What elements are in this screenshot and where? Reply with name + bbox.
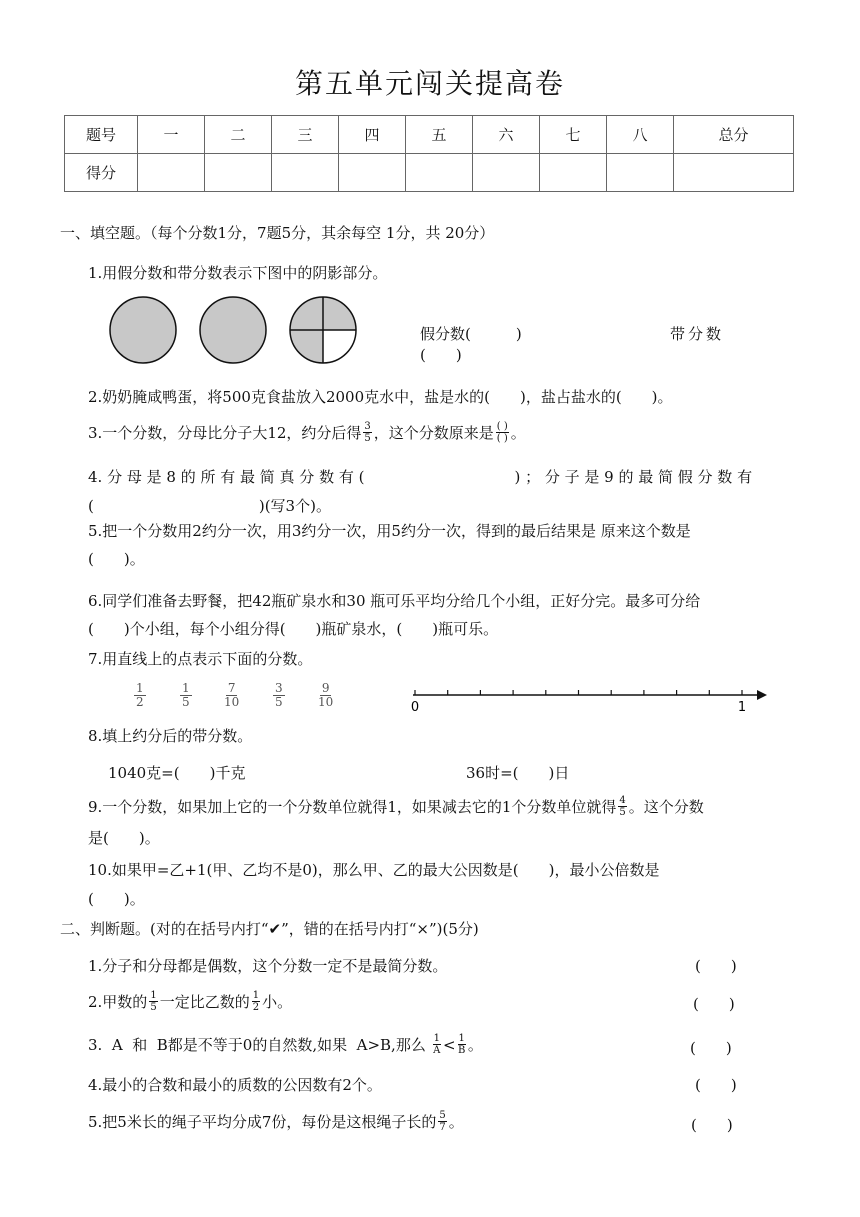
q4-line1: 4. 分 母 是 8 的 所 有 最 简 真 分 数 有 ( ) ； 分 子 是 9 的 最 简 假 分 数 有 [88,468,753,486]
judge-item-5-post: 。 [448,1113,464,1131]
q8-text: 8.填上约分后的带分数。 [88,727,253,745]
score-header-cell: 四 [339,116,406,154]
judge-item-3 [88,1033,483,1056]
judge-item-2-post: 小。 [262,993,293,1011]
q7-fraction [224,682,239,709]
number-line[interactable] [405,684,770,714]
judge-answer-2[interactable]: ( ) [693,995,735,1013]
q1-mixed-answer[interactable]: ( ) [420,346,462,364]
frac-den: A [433,1045,441,1056]
score-input-cell[interactable] [205,154,272,192]
q10-line1: 10.如果甲=乙+1(甲、乙均不是0)，那么甲、乙的最大公因数是( )，最小公倍数是 [88,861,660,879]
q5-line2: ( )。 [88,550,145,568]
q9-fraction [618,795,626,818]
q3-fraction-den: 5 [364,433,371,444]
q7-fraction-den: 10 [318,695,334,709]
number-line-one-label: 1 [737,700,747,714]
q7-fraction-den: 5 [182,695,190,709]
q3-line [88,421,526,444]
score-header-cell: 五 [406,116,473,154]
page-title: 第五单元闯关提高卷 [294,67,565,100]
q7-fraction-num: 1 [182,681,190,695]
score-input-cell[interactable] [674,154,794,192]
frac-num: 1 [433,1033,440,1044]
frac-num: 1 [150,990,157,1001]
q3-answer-num[interactable]: ( ) [496,421,508,432]
frac-num: 5 [439,1110,446,1121]
q3-text-a: 3.一个分数，分母比分子大12，约分后得 [88,424,362,442]
score-header-cell: 题号 [65,116,138,154]
judge-answer-1[interactable]: ( ) [695,957,737,975]
q7-fraction-num: 3 [275,681,283,695]
shaded-circle [110,297,176,363]
number-line-zero-label: 0 [410,700,420,714]
frac-num: 1 [252,990,260,1001]
q7-fraction [318,682,333,709]
score-input-cell[interactable] [607,154,674,192]
judge-item-4: 4.最小的合数和最小的质数的公因数有2个。 [88,1076,382,1094]
score-header-cell: 二 [205,116,272,154]
q5-line1: 5.把一个分数用2约分一次，用3约分一次，用5约分一次，得到的最后结果是 原来这个数是 [88,522,691,540]
judge-item-5-pre: 5.把5米长的绳子平均分成7份，每份是这根绳子长的 [88,1113,437,1131]
judge-answer-4[interactable]: ( ) [695,1076,737,1094]
judge-item-5-frac [438,1110,446,1133]
q7-fraction-den: 10 [224,695,240,709]
score-input-cell[interactable] [138,154,205,192]
judge-item-2 [88,990,292,1013]
score-input-cell[interactable] [272,154,339,192]
judge-answer-3[interactable]: ( ) [690,1039,732,1057]
q9-line2: 是( )。 [88,829,160,847]
judge-item-2-frac2 [252,990,260,1013]
q3-answer-fraction[interactable] [496,421,509,444]
score-table-score-row [65,154,794,192]
judge-item-3-frac2 [458,1033,466,1056]
judge-item-3-frac1 [433,1033,441,1056]
judge-item-2-frac1 [149,990,157,1013]
q6-line1: 6.同学们准备去野餐，把42瓶矿泉水和30 瓶可乐平均分给几个小组，正好分完。最多可分给 [88,592,701,610]
frac-den: B [458,1045,466,1056]
score-input-cell[interactable] [473,154,540,192]
q7-fraction-den: 5 [275,695,283,709]
q9-text-a: 9.一个分数，如果加上它的一个分数单位就得1，如果减去它的1个分数单位就得 [88,798,617,816]
score-header-cell: 七 [540,116,607,154]
judge-answer-5[interactable]: ( ) [691,1116,733,1134]
frac-num: 1 [458,1033,465,1044]
q9-text-b: 。这个分数 [628,798,704,816]
judge-item-3-post: 。 [467,1036,483,1054]
q10-line2: ( )。 [88,890,145,908]
q9-line1 [88,795,704,818]
frac-den: 2 [252,1002,260,1013]
section1-heading: 一、填空题。（每个分数1分，7题5分，其余每空 1分，共 20分） [60,224,495,242]
q9-fraction-num: 4 [619,795,626,806]
judge-item-3-mid: < [442,1035,456,1054]
q7-fraction-den: 2 [136,695,144,709]
judge-item-5 [88,1110,464,1133]
q7-fraction [134,682,146,709]
score-table-header-row [65,116,794,154]
q4-line2: ( )(写3个)。 [88,497,331,515]
q9-fraction-den: 5 [619,807,626,818]
judge-item-3-pre: 3. A 和 B都是不等于0的自然数,如果 A>B,那么 [88,1036,431,1054]
q1-circles-figure [105,295,365,367]
quartered-circle [290,297,356,363]
judge-item-1: 1.分子和分母都是偶数，这个分数一定不是最简分数。 [88,957,448,975]
q7-fraction [273,682,285,709]
score-header-cell: 三 [272,116,339,154]
q7-fraction [180,682,192,709]
q3-end: 。 [510,424,526,442]
score-input-cell[interactable] [406,154,473,192]
q3-fraction [363,421,371,444]
q7-fraction-num: 7 [227,681,236,695]
judge-item-2-mid: 一定比乙数的 [159,993,250,1011]
q3-text-b: ，这个分数原来是 [373,424,494,442]
section2-heading: 二、判断题。(对的在括号内打“✔”，错的在括号内打“×”)(5分) [60,920,479,938]
frac-den: 5 [150,1002,157,1013]
q6-line2: ( )个小组，每个小组分得( )瓶矿泉水，( )瓶可乐。 [88,620,499,638]
q2-text: 2.奶奶腌咸鸭蛋，将500克食盐放入2000克水中，盐是水的( )，盐占盐水的( )。 [88,388,673,406]
q8-part-b: 36时=( )日 [466,764,570,782]
score-input-cell[interactable] [339,154,406,192]
score-header-cell: 总分 [674,116,794,154]
frac-den: 7 [439,1122,446,1133]
shaded-circle [200,297,266,363]
judge-item-2-pre: 2.甲数的 [88,993,148,1011]
q7-text: 7.用直线上的点表示下面的分数。 [88,650,313,668]
score-table [64,115,794,192]
q7-fraction-num: 1 [136,681,144,695]
score-header-cell: 八 [607,116,674,154]
q3-answer-den[interactable]: ( ) [496,433,508,444]
q1-text: 1.用假分数和带分数表示下图中的阴影部分。 [88,264,388,282]
score-header-cell: 一 [138,116,205,154]
score-header-cell: 六 [473,116,540,154]
q1-improper-answer[interactable]: 假分数( ) [420,325,522,343]
q1-mixed-label: 带分数 [670,325,725,343]
q8-part-a: 1040克=( )千克 [108,764,246,782]
score-row-label: 得分 [65,154,138,192]
q7-fraction-num: 9 [321,681,330,695]
q3-fraction-num: 3 [364,421,371,432]
score-input-cell[interactable] [540,154,607,192]
